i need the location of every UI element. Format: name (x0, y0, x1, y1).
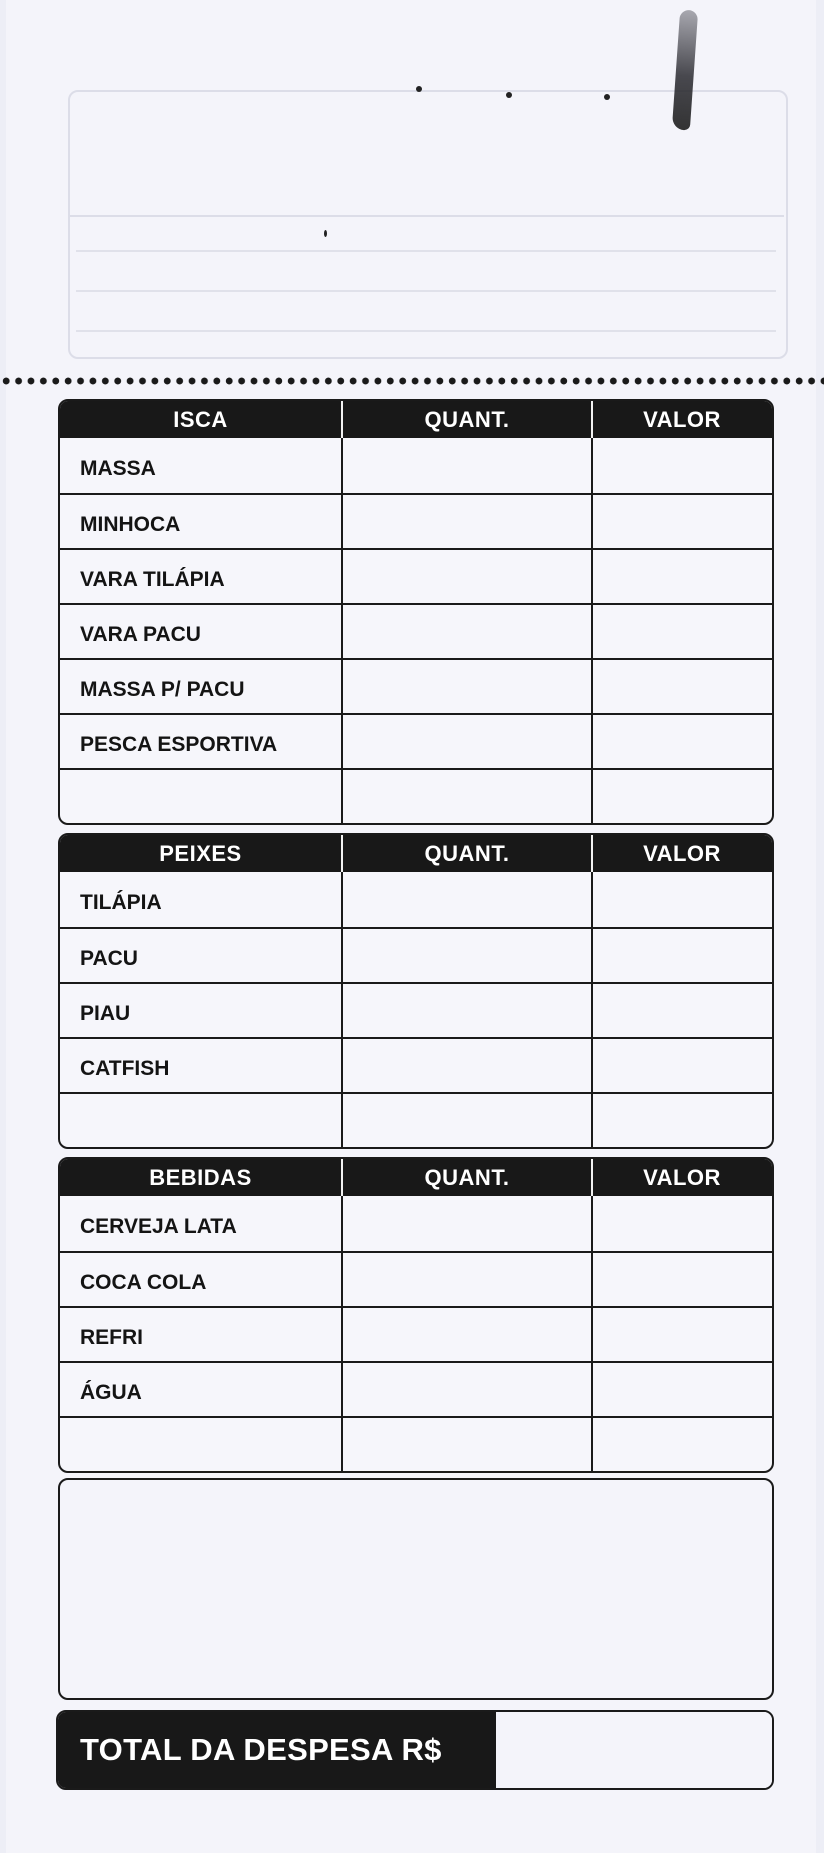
table-row (60, 1416, 772, 1471)
value-field[interactable] (593, 872, 771, 927)
header-value: VALOR (643, 407, 721, 432)
item-label: CERVEJA LATA (60, 1196, 343, 1251)
table-row (60, 713, 772, 768)
item-label (60, 1418, 343, 1471)
quantity-field[interactable] (343, 929, 593, 982)
value-field[interactable] (593, 438, 771, 493)
value-field[interactable] (593, 495, 771, 548)
value-field[interactable] (593, 1196, 771, 1251)
value-field[interactable] (593, 715, 771, 768)
bleed-through-line (76, 250, 776, 252)
total-value-field[interactable] (496, 1712, 772, 1788)
notes-box[interactable] (58, 1478, 774, 1700)
quantity-field[interactable] (343, 984, 593, 1037)
ink-dot (416, 86, 422, 92)
table-row (60, 1092, 772, 1147)
table-row (60, 927, 772, 982)
value-field[interactable] (593, 984, 771, 1037)
table-row (60, 658, 772, 713)
table-body (60, 1196, 772, 1471)
isca-table (58, 399, 774, 825)
table-row (60, 982, 772, 1037)
quantity-field[interactable] (343, 1039, 593, 1092)
header-category: PEIXES (60, 835, 343, 872)
item-label: REFRI (60, 1308, 343, 1361)
quantity-field[interactable] (343, 1196, 593, 1251)
value-field[interactable] (593, 1094, 771, 1147)
value-field[interactable] (593, 1308, 771, 1361)
quantity-field[interactable] (343, 1094, 593, 1147)
table-body (60, 872, 772, 1147)
header-category: ISCA (60, 401, 343, 438)
table-row (60, 603, 772, 658)
table-row (60, 493, 772, 548)
item-label: MASSA (60, 438, 343, 493)
table-row (60, 1251, 772, 1306)
item-label: MINHOCA (60, 495, 343, 548)
quantity-field[interactable] (343, 1308, 593, 1361)
value-field[interactable] (593, 929, 771, 982)
ink-dot (506, 92, 512, 98)
total-box (56, 1710, 774, 1790)
item-label: TILÁPIA (60, 872, 343, 927)
item-label: MASSA P/ PACU (60, 660, 343, 713)
header-quantity: QUANT. (343, 835, 593, 872)
value-field[interactable] (593, 1039, 771, 1092)
table-header (60, 401, 772, 438)
item-label: VARA TILÁPIA (60, 550, 343, 603)
quantity-field[interactable] (343, 1418, 593, 1471)
bebidas-table (58, 1157, 774, 1473)
bleed-through-line (76, 330, 776, 332)
header-value: VALOR (643, 1165, 721, 1190)
table-row (60, 548, 772, 603)
item-label: CATFISH (60, 1039, 343, 1092)
header-category: BEBIDAS (60, 1159, 343, 1196)
table-header (60, 835, 772, 872)
quantity-field[interactable] (343, 1363, 593, 1416)
peixes-table (58, 833, 774, 1149)
ink-dot (604, 94, 610, 100)
quantity-field[interactable] (343, 1253, 593, 1306)
value-field[interactable] (593, 1418, 771, 1471)
item-label: ÁGUA (60, 1363, 343, 1416)
value-field[interactable] (593, 1363, 771, 1416)
table-body (60, 438, 772, 823)
bleed-through-line (76, 290, 776, 292)
table-row (60, 872, 772, 927)
value-field[interactable] (593, 1253, 771, 1306)
value-field[interactable] (593, 550, 771, 603)
quantity-field[interactable] (343, 715, 593, 768)
item-label: COCA COLA (60, 1253, 343, 1306)
item-label: PESCA ESPORTIVA (60, 715, 343, 768)
quantity-field[interactable] (343, 605, 593, 658)
perforation-line (0, 376, 824, 386)
table-header (60, 1159, 772, 1196)
quantity-field[interactable] (343, 438, 593, 493)
quantity-field[interactable] (343, 660, 593, 713)
quantity-field[interactable] (343, 872, 593, 927)
table-row (60, 1306, 772, 1361)
header-quantity: QUANT. (343, 401, 593, 438)
table-row (60, 1037, 772, 1092)
value-field[interactable] (593, 770, 771, 823)
header-value: VALOR (643, 841, 721, 866)
quantity-field[interactable] (343, 495, 593, 548)
table-row (60, 1196, 772, 1251)
item-label: PACU (60, 929, 343, 982)
item-label: VARA PACU (60, 605, 343, 658)
quantity-field[interactable] (343, 550, 593, 603)
item-label (60, 770, 343, 823)
quantity-field[interactable] (343, 770, 593, 823)
item-label: PIAU (60, 984, 343, 1037)
total-label: TOTAL DA DESPESA R$ (58, 1712, 496, 1788)
header-quantity: QUANT. (343, 1159, 593, 1196)
table-row (60, 1361, 772, 1416)
table-row (60, 768, 772, 823)
ink-dot (324, 230, 327, 237)
item-label (60, 1094, 343, 1147)
table-row (60, 438, 772, 493)
value-field[interactable] (593, 605, 771, 658)
value-field[interactable] (593, 660, 771, 713)
